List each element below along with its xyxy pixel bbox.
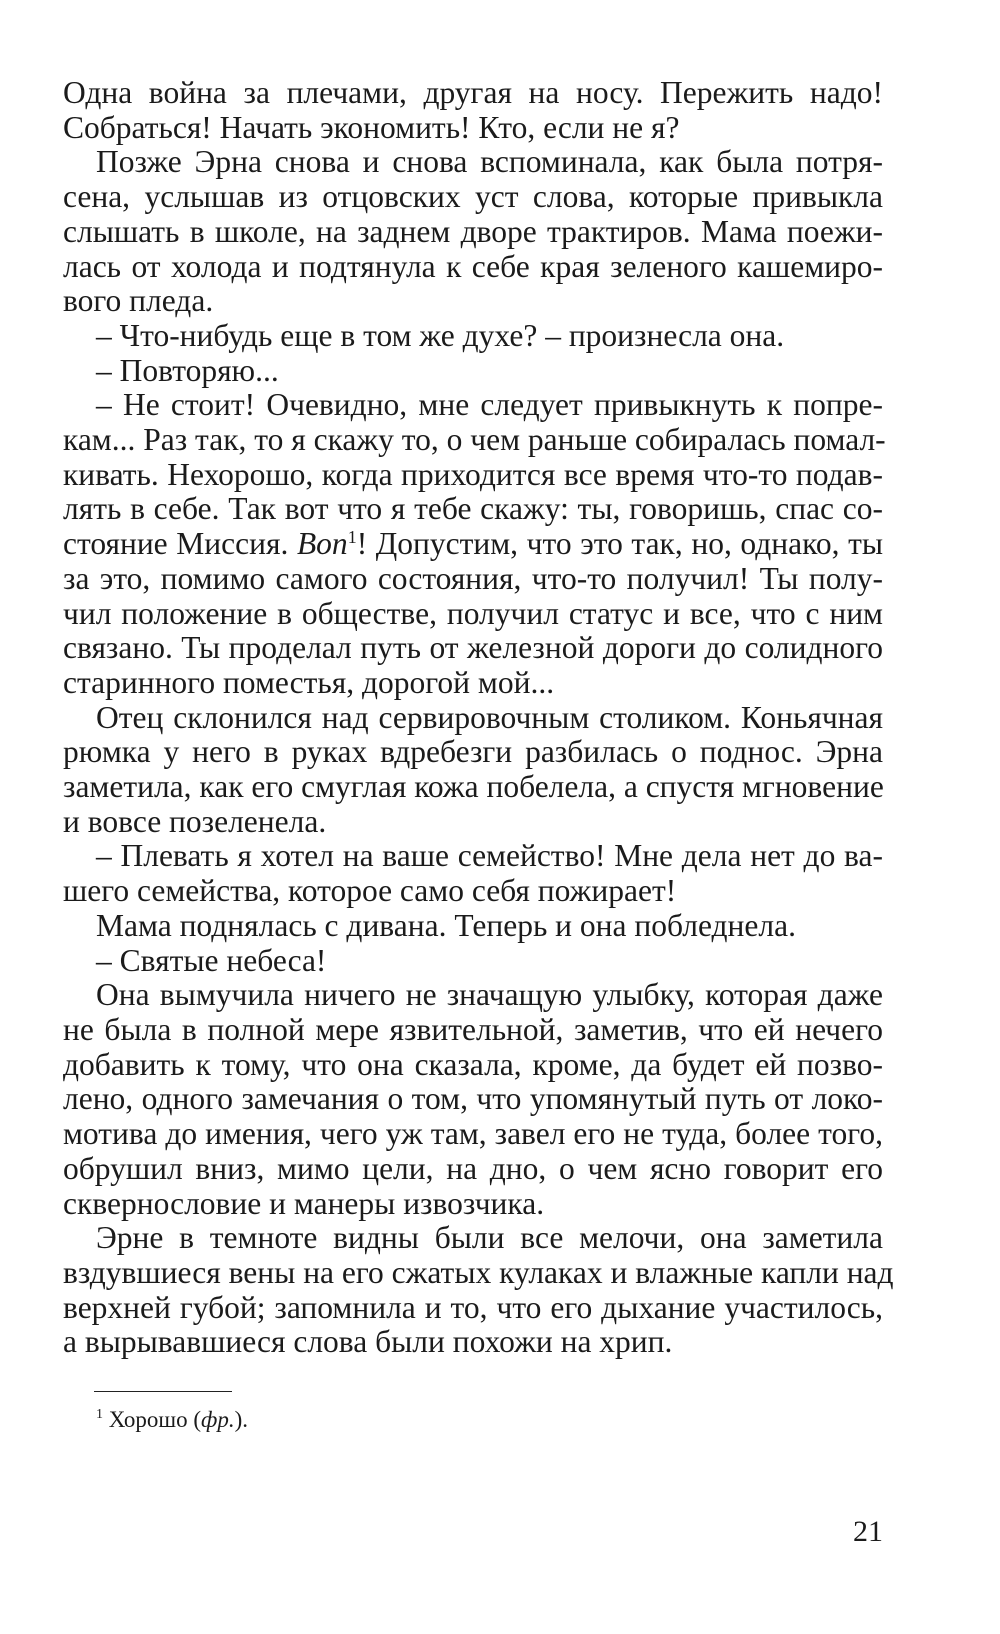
paragraph-start-line: Мама поднялась с дивана. Теперь и она побледнела. <box>96 907 796 943</box>
text-line: старинного поместья, дорогой мой... <box>63 664 555 700</box>
text-line: верхней губой; запомнила и то, что его дыхание участилось, <box>63 1289 883 1325</box>
text-line: за это, помимо самого состояния, что-то получил! Ты полу- <box>63 560 883 596</box>
page-number: 21 <box>853 1515 883 1548</box>
text-line: мотива до имения, чего уж там, завел его не туда, более того, <box>63 1116 883 1152</box>
text-line: вого пледа. <box>63 283 214 319</box>
text-line: Одна война за плечами, другая на носу. Пережить надо! <box>63 75 883 110</box>
text-line: лась от холода и подтянула к себе края зеленого кашемиро- <box>63 248 883 284</box>
footnote-number: 1 <box>96 1407 103 1422</box>
text-segment: ! Допустим, что это так, но, однако, ты <box>356 526 883 562</box>
footnote-text-end: ). <box>234 1407 249 1432</box>
paragraph-start-line: Она вымучила ничего не значащую улыбку, которая даже <box>96 977 883 1013</box>
text-line: кам... Раз так, то я скажу то, о чем раньше собиралась помал- <box>63 422 886 458</box>
dialogue-line: – Не стоит! Очевидно, мне следует привыкнуть к попре- <box>96 387 883 423</box>
text-line: а вырывавшиеся слова были похожи на хрип. <box>63 1324 673 1360</box>
dialogue-line: – Плевать я хотел на ваше семейство! Мне дела нет до ва- <box>96 838 883 874</box>
paragraph-start-line: Отец склонился над сервировочным столиком. Коньячная <box>96 699 883 735</box>
text-line: заметила, как его смуглая кожа побелела, а спустя мгновение <box>63 769 884 805</box>
text-segment: стояние Миссия. <box>63 526 297 562</box>
footnote-marker: 1 <box>347 527 357 548</box>
footnote <box>96 1406 248 1434</box>
text-line: шего семейства, которое само себя пожирает! <box>63 873 677 909</box>
text-line-with-footnote <box>63 527 883 562</box>
text-line: сена, услышав из отцовских уст слова, которые привыкла <box>63 179 883 215</box>
text-line: рюмка у него в руках вдребезги разбилась о поднос. Эрна <box>63 734 883 770</box>
paragraph-start-line: Эрне в темноте видны были все мелочи, она заметила <box>96 1220 883 1256</box>
text-line: слышать в школе, на заднем дворе трактиров. Мама поежи- <box>63 213 883 249</box>
footnote-abbreviation: фр. <box>201 1407 235 1432</box>
dialogue-line: – Святые небеса! <box>96 942 327 978</box>
dialogue-line: – Что-нибудь еще в том же духе? – произнесла она. <box>96 317 785 353</box>
text-line: не была в полной мере язвительной, заметив, что ей нечего <box>63 1011 883 1047</box>
text-line: вздувшиеся вены на его сжатых кулаках и влажные капли над <box>63 1254 894 1290</box>
body-text <box>63 75 894 1360</box>
text-line: добавить к тому, что она сказала, кроме, да будет ей позво- <box>63 1046 883 1082</box>
text-line: сквернословие и манеры извозчика. <box>63 1185 545 1221</box>
text-line: кивать. Нехорошо, когда приходится все время что-то подав- <box>63 456 883 492</box>
paragraph-start-line: Позже Эрна снова и снова вспоминала, как была потря- <box>96 144 883 180</box>
dialogue-line: – Повторяю... <box>96 352 279 388</box>
text-line: лено, одного замечания о том, что упомянутый путь от локо- <box>63 1081 883 1117</box>
footnote-divider <box>94 1391 232 1392</box>
text-line: и вовсе позеленела. <box>63 803 327 839</box>
text-line: Собраться! Начать экономить! Кто, если не я? <box>63 109 680 145</box>
text-line: обрушил вниз, мимо цели, на дно, о чем ясно говорит его <box>63 1150 883 1186</box>
french-word: Bon <box>296 526 348 562</box>
text-line: чил положение в обществе, получил статус и все, что с ним <box>63 595 883 631</box>
text-line: лять в себе. Так вот что я тебе скажу: ты, говоришь, спас со- <box>63 491 883 527</box>
footnote-text: Хорошо ( <box>103 1407 202 1432</box>
text-line: связано. Ты проделал путь от железной дороги до солидного <box>63 630 883 666</box>
